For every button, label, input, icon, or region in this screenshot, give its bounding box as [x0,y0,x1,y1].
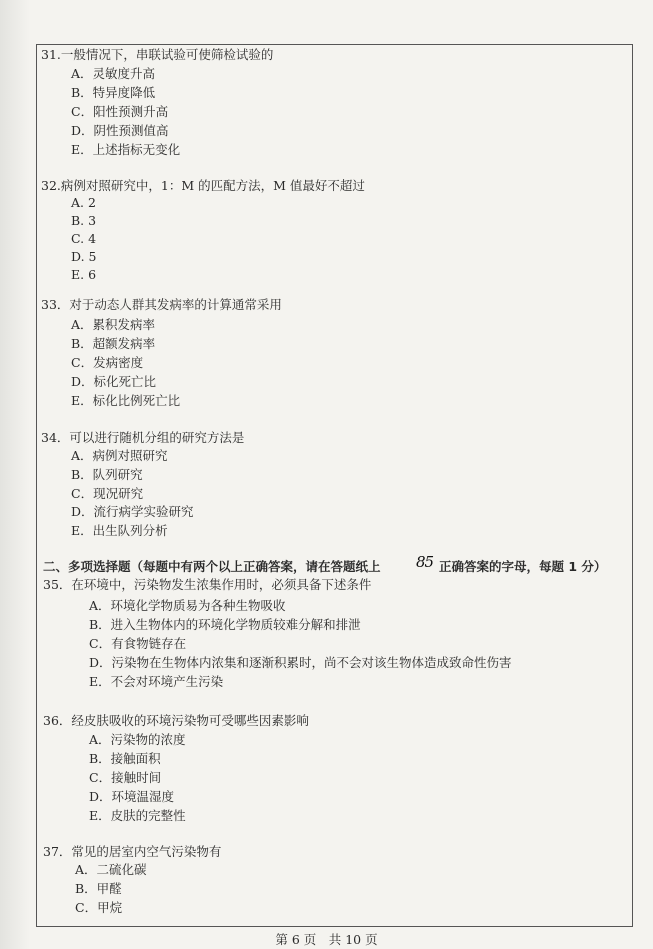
option-d: D．污染物在生物体内浓集和逐渐积累时，尚不会对该生物体造成致命性伤害 [89,655,512,670]
question-title: 37．常见的居室内空气污染物有 [43,844,222,859]
option-a: A. 2 [71,195,96,210]
section-heading-part2: 正确答案的字母，每题 1 分） [439,559,607,574]
option-a: A．累积发病率 [71,317,156,332]
option-a: A．污染物的浓度 [89,732,186,747]
option-c: C．接触时间 [89,770,162,785]
question-title: 34．可以进行随机分组的研究方法是 [41,430,245,445]
question-title: 33．对于动态人群其发病率的计算通常采用 [41,297,282,312]
exam-page-frame [36,44,633,927]
handwritten-mark: 85 [416,553,434,571]
option-b: B. 3 [71,213,97,228]
option-a: A．二硫化碳 [75,862,147,877]
option-b: B．接触面积 [89,751,161,766]
option-b: B．特异度降低 [71,85,156,100]
option-b: B．甲醛 [75,881,122,896]
option-a: A．环境化学物质易为各种生物吸收 [89,598,286,613]
option-d: D. 5 [71,249,97,264]
option-b: B．超额发病率 [71,336,156,351]
option-c: C．甲烷 [75,900,123,915]
section-heading-part1: 二、多项选择题（每题中有两个以上正确答案，请在答题纸上 [43,559,381,574]
page-footer: 第 6 页 共 10 页 [275,932,378,947]
option-e: E．标化比例死亡比 [71,393,181,408]
option-c: C．现况研究 [71,486,144,501]
scan-shadow [0,0,30,949]
option-e: E．出生队列分析 [71,523,168,538]
option-b: B．队列研究 [71,467,143,482]
option-d: D．标化死亡比 [71,374,157,389]
option-e: E．皮肤的完整性 [89,808,186,823]
option-c: C. 4 [71,231,97,246]
question-title: 36．经皮肤吸收的环境污染物可受哪些因素影响 [43,713,309,728]
option-e: E. 6 [71,267,97,282]
option-d: D．流行病学实验研究 [71,504,194,519]
question-title: 32.病例对照研究中，1：M 的匹配方法，M 值最好不超过 [41,178,365,193]
option-d: D．阴性预测值高 [71,123,169,138]
option-e: E．不会对环境产生污染 [89,674,224,689]
option-a: A．病例对照研究 [71,448,168,463]
option-d: D．环境温湿度 [89,789,175,804]
option-a: A．灵敏度升高 [71,66,156,81]
question-title: 35．在环境中，污染物发生浓集作用时，必须具备下述条件 [43,577,372,592]
question-title: 31.一般情况下，串联试验可使筛检试验的 [41,47,274,62]
option-c: C．阳性预测升高 [71,104,169,119]
option-c: C．有食物链存在 [89,636,187,651]
option-e: E．上述指标无变化 [71,142,181,157]
option-b: B．进入生物体内的环境化学物质较难分解和排泄 [89,617,361,632]
option-c: C．发病密度 [71,355,144,370]
